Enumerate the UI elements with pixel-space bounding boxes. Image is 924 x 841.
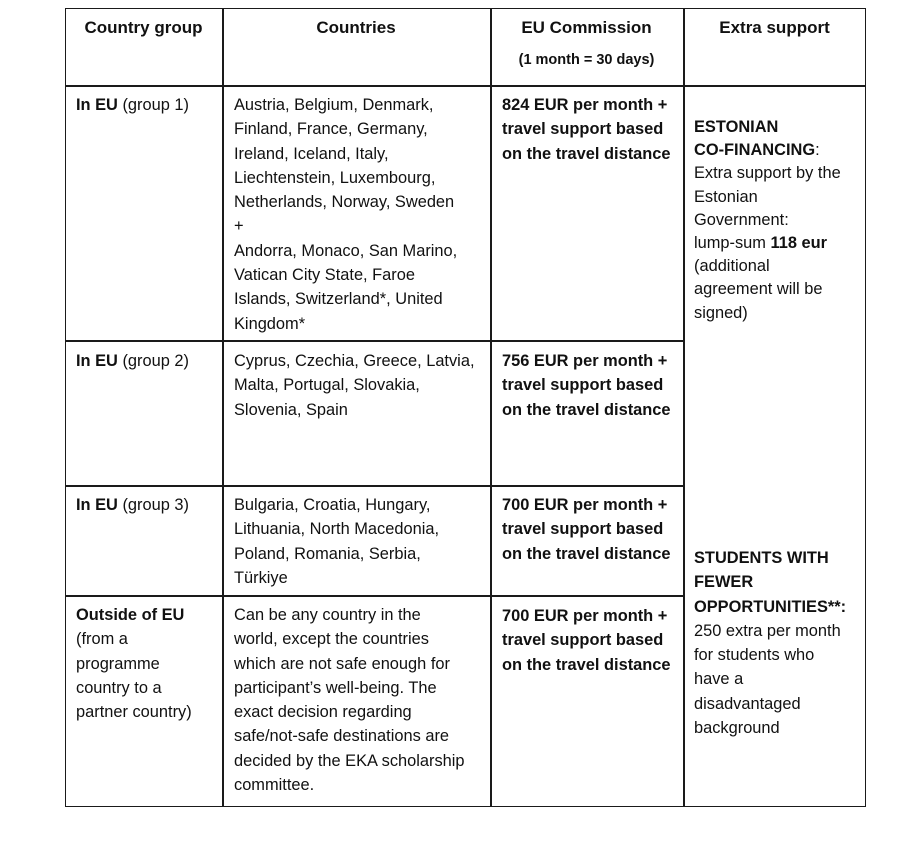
header-eu-commission: EU Commission xyxy=(521,18,652,37)
column-divider xyxy=(683,8,685,807)
extra-fewer-opportunities: STUDENTS WITH FEWER OPPORTUNITIES**: 250 extra per month for students who have a disadvantaged background xyxy=(694,549,847,738)
row-3-country-group: In EU (group 3) xyxy=(76,496,189,514)
row-2-country-group: In EU (group 2) xyxy=(76,352,189,370)
row-3-countries: Bulgaria, Croatia, Hungary, Lithuania, North Macedonia, Poland, Romania, Serbia, Türkiye xyxy=(234,496,440,587)
row-4-countries: Can be any country in the world, except the countries which are not safe enough for participant’s well-being. The exact decision regarding safe/not-safe destinations are decided by the EKA scholarship committee. xyxy=(234,606,465,795)
header-countries: Countries xyxy=(316,18,396,37)
row-divider xyxy=(65,85,866,87)
row-divider xyxy=(65,340,684,342)
row-2-grant: 756 EUR per month + travel support based on the travel distance xyxy=(502,352,671,419)
header-country-group: Country group xyxy=(84,18,203,37)
row-divider xyxy=(65,595,684,597)
header-eu-commission-note: (1 month = 30 days) xyxy=(518,52,655,68)
row-1-country-group: In EU (group 1) xyxy=(76,96,189,114)
row-divider xyxy=(65,485,684,487)
column-divider xyxy=(222,8,224,807)
row-3-grant: 700 EUR per month + travel support based on the travel distance xyxy=(502,496,671,563)
row-4-grant: 700 EUR per month + travel support based on the travel distance xyxy=(502,607,671,674)
column-divider xyxy=(490,8,492,807)
row-2-countries: Cyprus, Czechia, Greece, Latvia, Malta, Portugal, Slovakia, Slovenia, Spain xyxy=(234,352,475,419)
row-1-countries: Austria, Belgium, Denmark, Finland, France, Germany, Ireland, Iceland, Italy, Liechtenstein, Luxembourg, Netherlands, Norway, Sweden + Andorra, Monaco, San Marino, Vatican City State, Faroe Islands, Switzerland*, United Kingdom* xyxy=(234,96,458,333)
extra-estonian-cofinancing: ESTONIAN CO-FINANCING: Extra support by the Estonian Government: lump-sum 118 eur (additional agreement will be signed) xyxy=(694,118,841,322)
header-extra-support: Extra support xyxy=(719,18,830,37)
row-4-country-group: Outside of EU (from a programme country to a partner country) xyxy=(76,606,192,722)
row-1-grant: 824 EUR per month + travel support based on the travel distance xyxy=(502,96,671,163)
